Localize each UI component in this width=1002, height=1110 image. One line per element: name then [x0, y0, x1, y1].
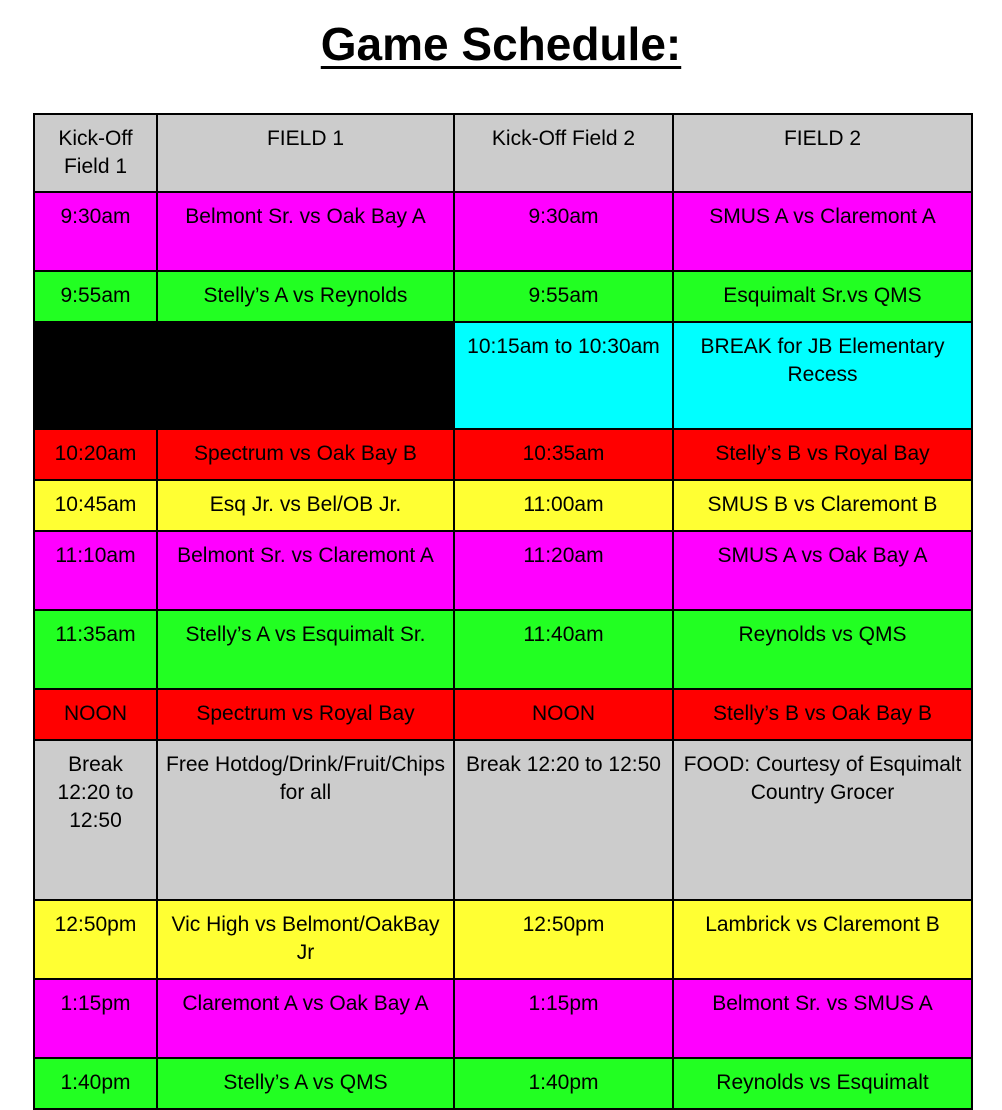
table-row — [34, 429, 972, 480]
kickoff-time-field-2: 11:20am — [454, 531, 673, 610]
game-field-2: Belmont Sr. vs SMUS A — [673, 979, 972, 1058]
kickoff-time-field-1: 9:55am — [34, 271, 157, 322]
game-field-2: SMUS A vs Oak Bay A — [673, 531, 972, 610]
game-field-1: Belmont Sr. vs Oak Bay A — [157, 192, 454, 271]
game-field-2: Stelly’s B vs Oak Bay B — [673, 689, 972, 740]
table-row — [34, 979, 972, 1058]
kickoff-time-field-2: 10:35am — [454, 429, 673, 480]
game-field-2: SMUS B vs Claremont B — [673, 480, 972, 531]
kickoff-time-field-1: 9:30am — [34, 192, 157, 271]
header-kickoff-field-2: Kick-Off Field 2 — [454, 114, 673, 192]
table-row — [34, 610, 972, 689]
table-row-lunch-break — [34, 740, 972, 900]
header-field-1: FIELD 1 — [157, 114, 454, 192]
table-row — [34, 271, 972, 322]
game-field-1: Belmont Sr. vs Claremont A — [157, 531, 454, 610]
game-field-2: FOOD: Courtesy of Esquimalt Country Grocer — [673, 740, 972, 900]
game-field-1: Stelly’s A vs QMS — [157, 1058, 454, 1109]
table-row — [34, 689, 972, 740]
game-field-2: Reynolds vs QMS — [673, 610, 972, 689]
table-row — [34, 1058, 972, 1109]
kickoff-time-field-2: 1:15pm — [454, 979, 673, 1058]
kickoff-time-field-1: 1:15pm — [34, 979, 157, 1058]
game-field-1: Spectrum vs Royal Bay — [157, 689, 454, 740]
kickoff-time-field-2: NOON — [454, 689, 673, 740]
table-row — [34, 900, 972, 979]
game-field-2: Stelly’s B vs Royal Bay — [673, 429, 972, 480]
game-field-1: Claremont A vs Oak Bay A — [157, 979, 454, 1058]
header-row — [34, 114, 972, 192]
kickoff-time-field-2: 9:55am — [454, 271, 673, 322]
header-field-2: FIELD 2 — [673, 114, 972, 192]
kickoff-time-field-2: 10:15am to 10:30am — [454, 322, 673, 429]
header-kickoff-field-1: Kick-Off Field 1 — [34, 114, 157, 192]
kickoff-time-field-1: 10:45am — [34, 480, 157, 531]
game-field-2: Lambrick vs Claremont B — [673, 900, 972, 979]
kickoff-time-field-1: 10:20am — [34, 429, 157, 480]
game-field-1: Stelly’s A vs Reynolds — [157, 271, 454, 322]
game-field-2: BREAK for JB Elementary Recess — [673, 322, 972, 429]
kickoff-time-field-2: 12:50pm — [454, 900, 673, 979]
kickoff-time-field-2: 9:30am — [454, 192, 673, 271]
game-field-1: Free Hotdog/Drink/Fruit/Chips for all — [157, 740, 454, 900]
kickoff-time-field-2: 11:40am — [454, 610, 673, 689]
blank-black-cell — [34, 322, 454, 429]
kickoff-time-field-1: Break 12:20 to 12:50 — [34, 740, 157, 900]
table-row — [34, 531, 972, 610]
kickoff-time-field-1: 12:50pm — [34, 900, 157, 979]
game-field-1: Vic High vs Belmont/OakBay Jr — [157, 900, 454, 979]
kickoff-time-field-1: 11:35am — [34, 610, 157, 689]
game-field-1: Esq Jr. vs Bel/OB Jr. — [157, 480, 454, 531]
page-title: Game Schedule: — [320, 18, 682, 70]
game-field-2: Esquimalt Sr.vs QMS — [673, 271, 972, 322]
game-field-2: SMUS A vs Claremont A — [673, 192, 972, 271]
table-row — [34, 192, 972, 271]
table-row — [34, 480, 972, 531]
game-field-1: Spectrum vs Oak Bay B — [157, 429, 454, 480]
kickoff-time-field-2: 1:40pm — [454, 1058, 673, 1109]
game-field-1: Stelly’s A vs Esquimalt Sr. — [157, 610, 454, 689]
kickoff-time-field-1: 1:40pm — [34, 1058, 157, 1109]
kickoff-time-field-2: Break 12:20 to 12:50 — [454, 740, 673, 900]
kickoff-time-field-1: NOON — [34, 689, 157, 740]
game-field-2: Reynolds vs Esquimalt — [673, 1058, 972, 1109]
table-row-recess — [34, 322, 972, 429]
kickoff-time-field-1: 11:10am — [34, 531, 157, 610]
schedule-table — [33, 113, 973, 1110]
kickoff-time-field-2: 11:00am — [454, 480, 673, 531]
